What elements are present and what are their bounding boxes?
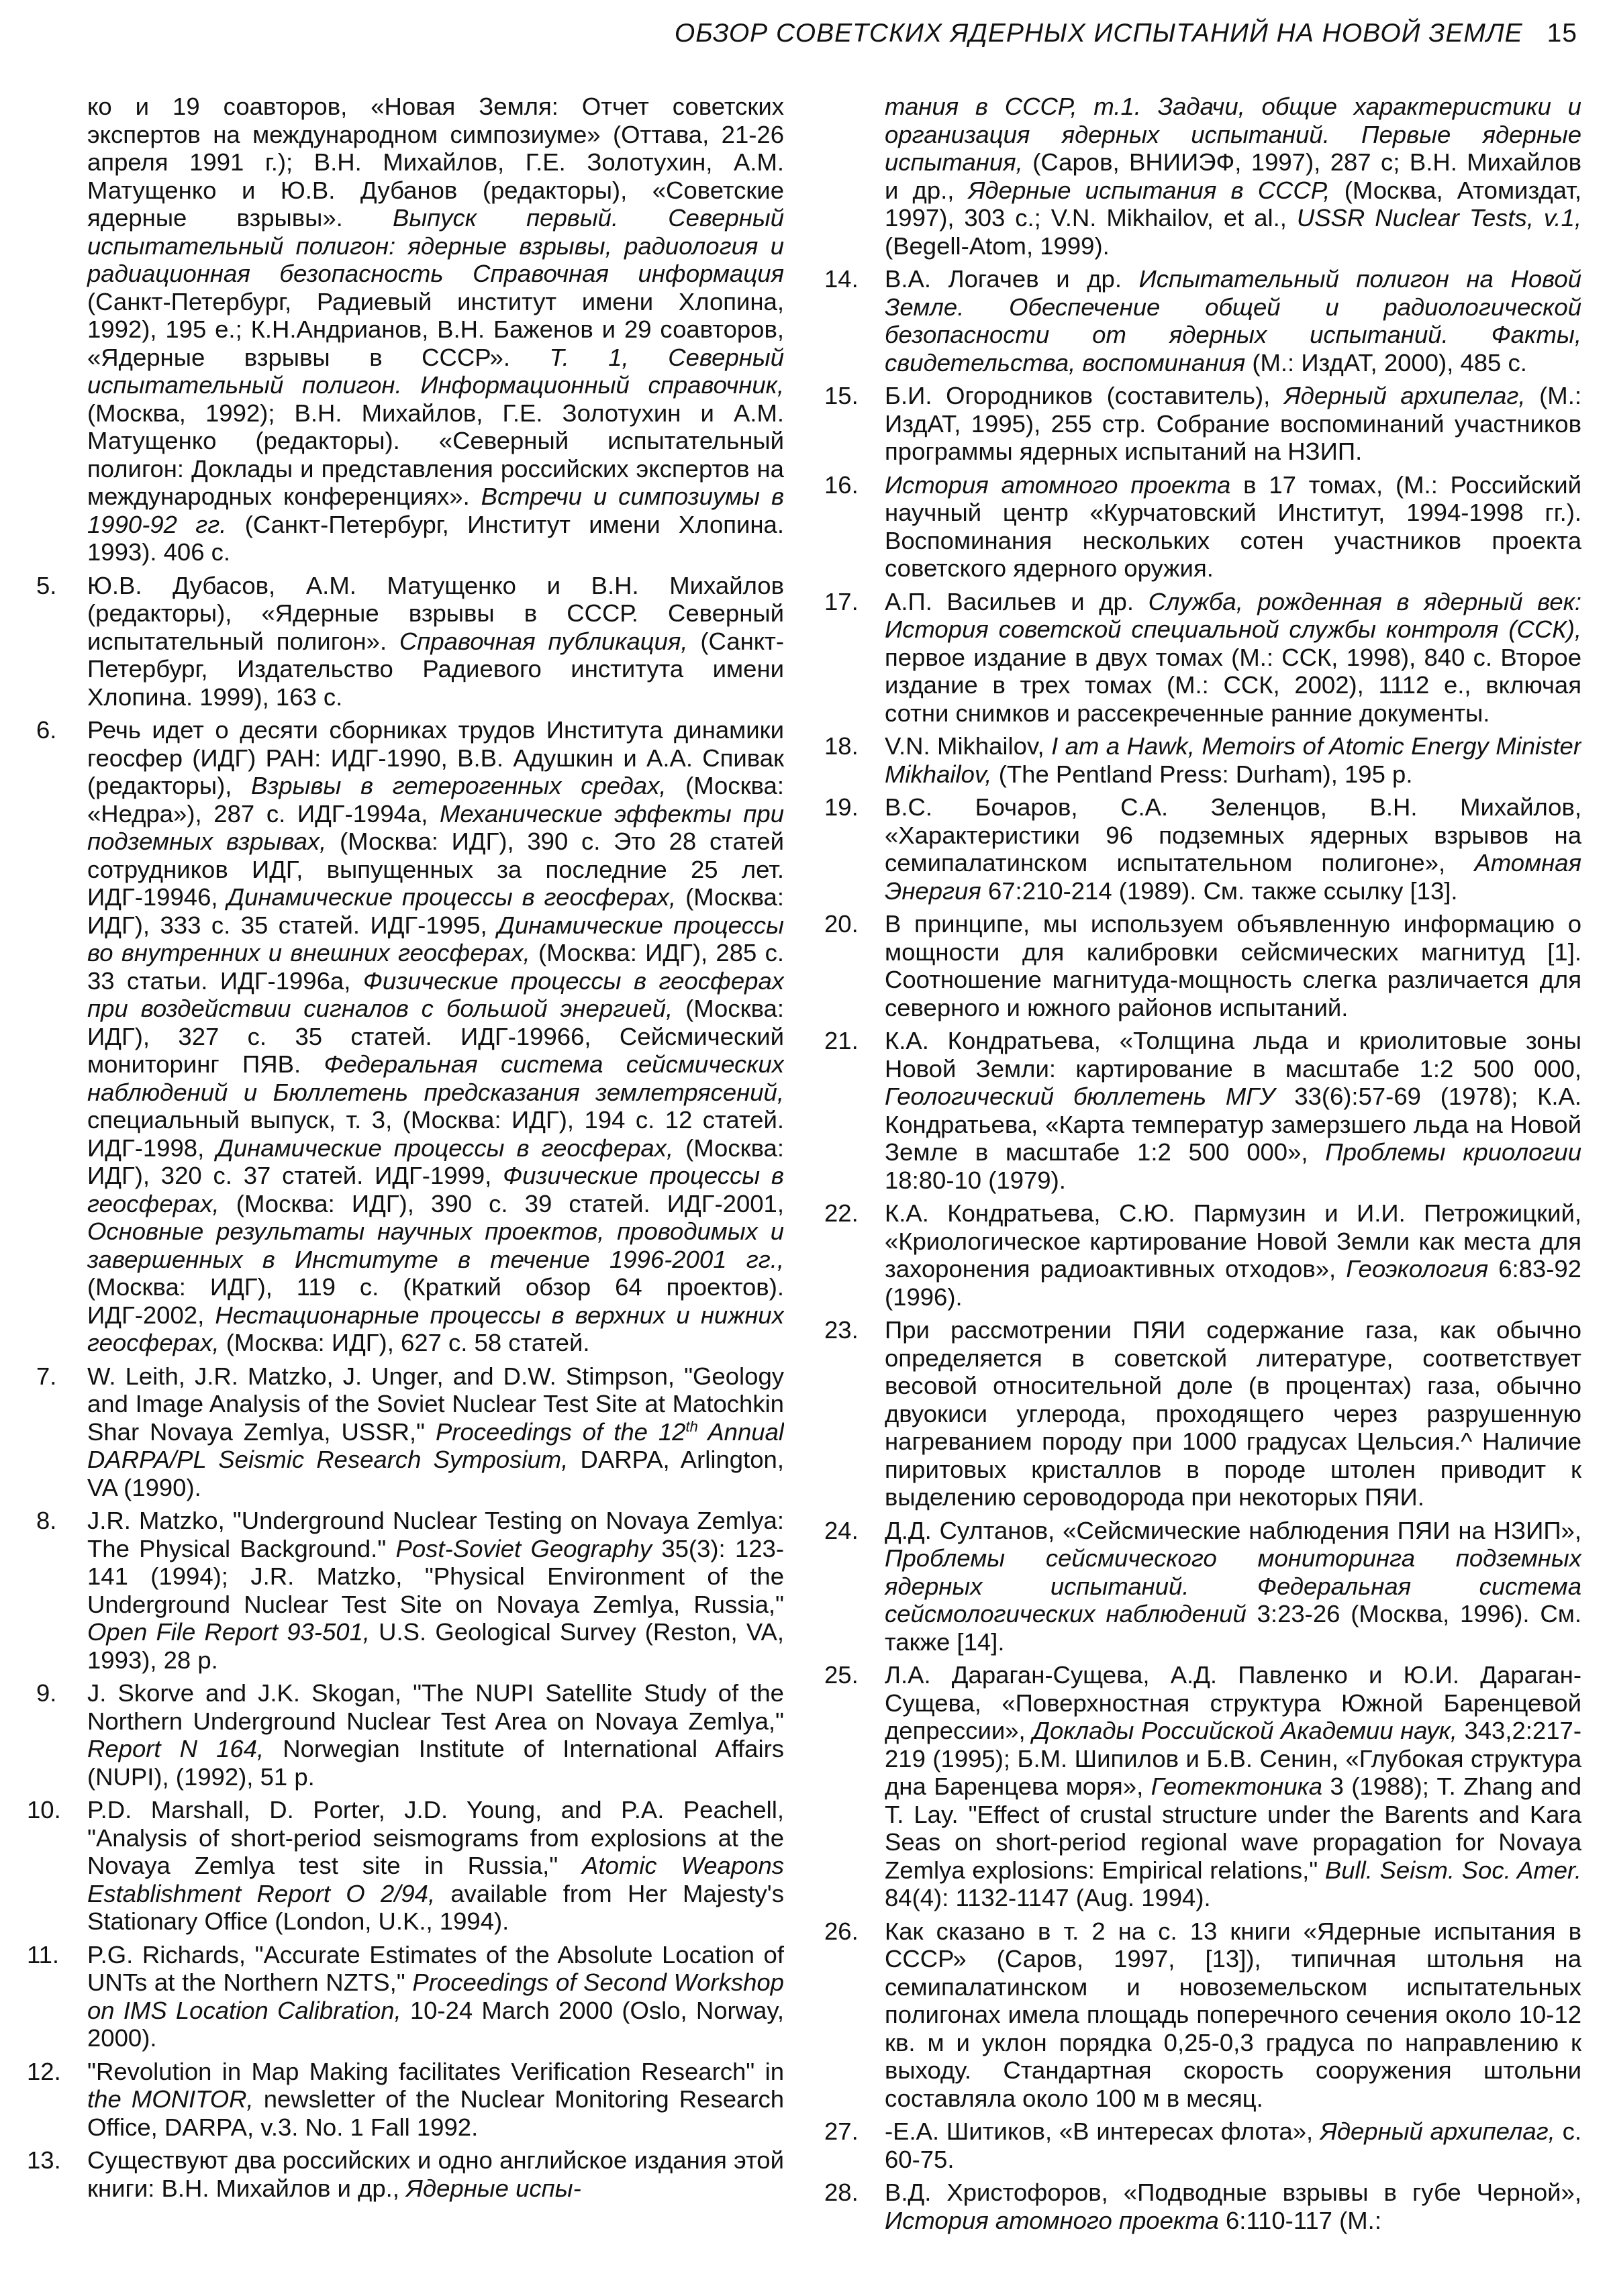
reference-text: newsletter of the Nuclear Monitoring Research Office, DARPA, v.3. No. 1 Fall 1992. <box>87 2085 784 2141</box>
reference-text: (Москва: ИДГ), 119 с. (Краткий обзор 64 проектов). ИДГ-2002, <box>87 1273 784 1329</box>
reference-title-text: Доклады Российской Академии наук, <box>1032 1717 1457 1744</box>
reference-text: (Москва: ИДГ), 327 с. 35 статей. ИДГ-19966, Сейсмический мониторинг ПЯВ. <box>87 995 784 1078</box>
reference-title-text: Open File Report 93-501, <box>87 1618 370 1646</box>
reference-text: 6:110-117 (М.: <box>1218 2206 1381 2234</box>
reference-item <box>27 2146 784 2202</box>
reference-title-text: Испытательный полигон на Новой Земле. Обеспечение общей и радиологической безопасности от ядерных испытаний. Факты, свидетельства, воспоминания <box>885 265 1581 377</box>
reference-title-text: Основные результаты научных проектов, проводимых и завершенных в Институте в течение 1996-2001 гг., <box>87 1217 784 1273</box>
reference-item <box>824 732 1581 788</box>
reference-item <box>27 1679 784 1791</box>
reference-text: В.Д. Христофоров, «Подводные взрывы в губе Черной», <box>885 2179 1581 2206</box>
reference-item <box>824 2117 1581 2173</box>
reference-continuation <box>27 93 784 566</box>
reference-item <box>824 1661 1581 1912</box>
reference-text: J.R. Matzko, "Underground Nuclear Testing on Novaya Zemlya: The Physical Background." <box>87 1507 784 1562</box>
reference-number: 27. <box>824 2117 859 2145</box>
reference-text: В.С. Бочаров, С.А. Зеленцов, В.Н. Михайлов, «Характеристики 96 подземных ядерных взрывов на семипалатинском испытательном полигоне», <box>885 793 1581 877</box>
reference-text: DARPA, Arlington, VA (1990). <box>87 1446 784 1501</box>
reference-text: 84(4): 1132-1147 (Aug. 1994). <box>885 1884 1211 1911</box>
reference-text: При рассмотрении ПЯИ содержание газа, как обычно определяется в советской литературе, соответствует весовой относительной доле (в процентах) газа, обычно двуокиси углерода, проходящего через разрушенную нагреванием породу при 1000 градусах Цельсия.^ Наличие пиритовых кристаллов в породе штолен приводит к выделению сероводорода при некоторых ПЯИ. <box>885 1316 1581 1511</box>
reference-text: первое издание в двух томах (М.: ССК, 1998), 840 с. Второе издание в трех томах (М.: ССК, 2002), 1112 е., включая сотни снимков и рассекреченные ранние документы. <box>885 643 1581 727</box>
reference-text: (Саров, ВНИИЭФ, 1997), 287 с; В.Н. Михайлов и др., <box>885 148 1581 204</box>
reference-title-text: Справочная публикация, <box>399 627 688 655</box>
reference-text: V.N. Mikhailov, <box>885 732 1052 760</box>
reference-number: 22. <box>824 1199 859 1227</box>
reference-text: 6:83-92 (1996). <box>885 1255 1581 1311</box>
reference-text: P.G. Richards, "Accurate Estimates of the Absolute Location of UNTs at the Northern NZTS," <box>87 1940 784 1996</box>
reference-text: (Санкт-Петербург, Издательство Радиевого института имени Хлопина. 1999), 163 с. <box>87 627 784 711</box>
reference-text: 343,2:217-219 (1995); Б.М. Шипилов и Б.В. Сенин, «Глубокая структура дна Баренцева моря», <box>885 1717 1581 1800</box>
reference-title-text: Proceedings of Second Workshop on IMS Location Calibration, <box>87 1968 784 2024</box>
reference-item <box>824 1316 1581 1511</box>
reference-text: (М.: ИздАТ, 2000), 485 с. <box>1245 348 1527 377</box>
reference-text: с. 60-75. <box>885 2117 1581 2173</box>
reference-text: "Revolution in Map Making facilitates Verification Research" in <box>87 2057 784 2085</box>
reference-title-text: Атомная Энергия <box>885 849 1581 905</box>
reference-number: 19. <box>824 793 859 821</box>
reference-text: Б.И. Огородников (составитель), <box>885 382 1284 409</box>
reference-item <box>27 1362 784 1502</box>
reference-text: (Begell-Atom, 1999). <box>885 232 1110 260</box>
reference-text: (Санкт-Петербург, Институт имени Хлопина. 1993). 406 с. <box>87 510 784 566</box>
reference-number: 13. <box>27 2146 61 2174</box>
reference-text: 35(3): 123-141 (1994); J.R. Matzko, "Physical Environment of the Underground Nuclear Test Site on Novaya Zemlya, Russia," <box>87 1534 784 1618</box>
reference-title-text: Встречи и симпозиумы в 1990-92 гг. <box>87 483 784 538</box>
reference-item <box>824 265 1581 377</box>
reference-item <box>824 1027 1581 1194</box>
reference-text: 3 (1988); T. Zhang and T. Lay. "Effect of crustal structure under the Barents and Kara Seas on short-period regional wave propagation for Novaya Zemlya explosions: Empirical relations," <box>885 1773 1581 1884</box>
reference-text: В.А. Логачев и др. <box>885 265 1139 293</box>
reference-item <box>824 2179 1581 2234</box>
reference-continuation <box>824 93 1581 260</box>
reference-number: 15. <box>824 382 859 409</box>
reference-number: 5. <box>36 571 57 599</box>
reference-title-text: Взрывы в гетерогенных средах, <box>250 772 667 799</box>
reference-title-text: the MONITOR, <box>87 2085 254 2113</box>
reference-item <box>27 1796 784 1936</box>
reference-text: Д.Д. Султанов, «Сейсмические наблюдения ПЯИ на НЗИП», <box>885 1516 1581 1544</box>
reference-title-text: USSR Nuclear Tests, v.1, <box>1296 204 1581 232</box>
reference-title-text: История атомного проекта <box>885 2206 1219 2234</box>
reference-text: К.А. Кондратьева, С.Ю. Пармузин и И.И. Петрожицкий, «Криологическое картирование Новой Земли как места для захоронения радиоактивных отходов», <box>885 1199 1581 1283</box>
reference-title-text: Ядерные испы- <box>406 2174 581 2202</box>
reference-title-text: Динамические процессы в геосферах, <box>216 1134 674 1162</box>
reference-number: 14. <box>824 265 859 293</box>
reference-number: 17. <box>824 587 859 615</box>
reference-text: (Санкт-Петербург, Радиевый институт имени Хлопина, 1992), 195 е.; К.Н.Андрианов, В.Н. Баженов и 29 соавторов, «Ядерные взрывы в СССР». <box>87 287 784 371</box>
reference-title-text: Ядерный архипелаг, <box>1283 382 1526 409</box>
reference-text: (Москва: ИДГ), 627 с. 58 статей. <box>219 1329 590 1356</box>
reference-item <box>824 1917 1581 2113</box>
reference-text: (Москва: ИДГ), 390 с. 39 статей. ИДГ-2001, <box>219 1189 784 1217</box>
reference-text: В принципе, мы используем объявленную информацию о мощности для калибровки сейсмических магнитуд [1]. Соотношение магнитуда-мощность слегка различается для северного и южного районов испытаний. <box>885 910 1581 1021</box>
reference-text: (Москва: ИДГ), 320 с. 37 статей. ИДГ-1999, <box>87 1134 784 1189</box>
reference-title-text: Геологический бюллетень МГУ <box>885 1083 1275 1110</box>
reference-item <box>824 1199 1581 1311</box>
reference-text: в 17 томах, (М.: Российский научный центр «Курчатовский Институт, 1994-1998 гг.). Воспоминания нескольких сотен участников проекта советского ядерного оружия. <box>885 470 1581 582</box>
reference-number: 25. <box>824 1661 859 1689</box>
reference-title-text: Динамические процессы в геосферах, <box>227 883 677 911</box>
reference-title-text: Proceedings of the 12 <box>435 1417 686 1446</box>
reference-text: ко и 19 соавторов, «Новая Земля: Отчет советских экспертов на международном симпозиуме» (Оттава, 21-26 апреля 1991 г.); В.Н. Михайлов, Г.Е. Золотухин, А.М. Матущенко и Ю.В. Дубанов (редакторы), «Советские ядерные взрывы». <box>87 93 784 232</box>
reference-text: (М.: ИздАТ, 1995), 255 стр. Собрание воспоминаний участников программы ядерных испытаний на НЗИП. <box>885 382 1581 465</box>
reference-title-text: Bull. Seism. Soc. Amer. <box>1324 1856 1581 1884</box>
reference-text: 67:210-214 (1989). См. также ссылку [13]. <box>981 877 1458 905</box>
running-title: ОБЗОР СОВЕТСКИХ ЯДЕРНЫХ ИСПЫТАНИЙ НА НОВОЙ ЗЕМЛЕ <box>674 19 1523 48</box>
reference-title-text: Проблемы сейсмического мониторинга подземных ядерных испытаний. Федеральная система сейсмологических наблюдений <box>885 1544 1581 1628</box>
reference-text: (Москва: ИДГ), 285 с. 33 статьи. ИДГ-1996а, <box>87 939 784 995</box>
reference-text: 18:80-10 (1979). <box>885 1166 1066 1194</box>
reference-text: (Москва, Атомиздат, 1997), 303 с.; V.N. Mikhailov, et al., <box>885 176 1581 232</box>
reference-title-text: Atomic Weapons Establishment Report O 2/94, <box>87 1852 784 1907</box>
reference-title-text: Ядерный архипелаг, <box>1320 2117 1555 2145</box>
reference-text: К.А. Кондратьева, «Толщина льда и криолитовые зоны Новой Земли: картирование в масштабе 1:2 500 000, <box>885 1027 1581 1083</box>
reference-title-text: тания в СССР, т.1. Задачи, общие характеристики и организация ядерных испытаний. Первые ядерные испытания, <box>885 93 1581 176</box>
reference-text: available from Her Majesty's Stationary Office (London, U.K., 1994). <box>87 1879 784 1935</box>
reference-text: P.D. Marshall, D. Porter, J.D. Young, and P.A. Peachell, "Analysis of short-period seismograms from explosions at the Novaya Zemlya test site in Russia," <box>87 1796 784 1879</box>
reference-text: А.П. Васильев и др. <box>885 587 1149 615</box>
reference-text: (Москва: ИДГ), 333 с. 35 статей. ИДГ-1995, <box>87 883 784 939</box>
reference-number: 21. <box>824 1027 859 1054</box>
reference-title-text: Report N 164, <box>87 1735 264 1762</box>
reference-text: -Е.А. Шитиков, «В интересах флота», <box>885 2117 1320 2145</box>
reference-text: (The Pentland Press: Durham), 195 p. <box>991 760 1413 788</box>
reference-number: 18. <box>824 732 859 760</box>
reference-item <box>824 382 1581 466</box>
reference-number: 23. <box>824 1316 859 1344</box>
reference-title-text: Механические эффекты при подземных взрывах, <box>87 799 784 855</box>
reference-title-text: Динамические процессы во внутренних и внешних геосферах, <box>87 911 784 966</box>
reference-text: специальный выпуск, т. 3, (Москва: ИДГ), 194 с. 12 статей. ИДГ-1998, <box>87 1106 784 1162</box>
reference-text: Существуют два российских и одно английское издания этой книги: В.Н. Михайлов и др., <box>87 2146 784 2202</box>
reference-title-text: Проблемы криологии <box>1325 1138 1581 1166</box>
reference-text: Ю.В. Дубасов, А.М. Матущенко и В.Н. Михайлов (редакторы), «Ядерные взрывы в СССР. Северный испытательный полигон». <box>87 571 784 655</box>
reference-text: Л.А. Дараган-Сущева, А.Д. Павленко и Ю.И. Дараган-Сущева, «Поверхностная структура Южной Баренцевой депрессии», <box>885 1661 1581 1744</box>
running-header <box>81 19 1577 48</box>
reference-title-text: Post-Soviet Geography <box>395 1534 652 1562</box>
reference-text: Как сказано в т. 2 на с. 13 книги «Ядерные испытания в СССР» (Саров, 1997, [13]), типичная штольня на семипалатинском и новоземельском испытательных полигонах имела площадь поперечного сечения около 10-12 кв. м и уклон порядка 0,25-0,3 градуса по направлению к выходу. Стандартная скорость сооружения штольни составляла около 100 м в месяц. <box>885 1917 1581 2112</box>
reference-item <box>27 716 784 1357</box>
reference-number: 28. <box>824 2179 859 2206</box>
reference-title-text: Т. 1, Северный испытательный полигон. Информационный справочник, <box>87 343 784 399</box>
reference-text: 33(6):57-69 (1978); К.А. Кондратьева, «Карта температур замерзшего льда на Новой Земле в масштабе 1:2 500 000», <box>885 1083 1581 1166</box>
reference-text: (Москва: ИДГ), 390 с. Это 28 статей сотрудников ИДГ, выпущенных за последние 25 лет. ИДГ-19946, <box>87 828 784 911</box>
reference-number: 20. <box>824 910 859 938</box>
reference-item <box>27 2058 784 2142</box>
reference-item <box>824 1517 1581 1656</box>
right-column <box>824 93 1581 2296</box>
reference-title-text: Геотектоника <box>1151 1773 1323 1800</box>
reference-text: U.S. Geological Survey (Reston, VA, 1993), 28 p. <box>87 1618 784 1674</box>
reference-number: 24. <box>824 1516 859 1544</box>
page-number: 15 <box>1547 19 1577 48</box>
reference-text: Norwegian Institute of International Affairs (NUPI), (1992), 51 p. <box>87 1735 784 1791</box>
reference-text: W. Leith, J.R. Matzko, J. Unger, and D.W. Stimpson, "Geology and Image Analysis of the Soviet Nuclear Test Site at Matochkin Shar Novaya Zemlya, USSR," <box>87 1362 784 1446</box>
reference-number: 26. <box>824 1917 859 1945</box>
reference-item <box>27 1941 784 2052</box>
reference-title-text: Геоэкология <box>1346 1255 1489 1283</box>
reference-number: 12. <box>27 2057 61 2085</box>
reference-number: 10. <box>27 1796 61 1824</box>
reference-title-text: Служба, рожденная в ядерный век: История советской специальной службы контроля (ССК), <box>885 587 1581 643</box>
reference-title-text: Физические процессы в геосферах, <box>87 1162 784 1217</box>
reference-number: 7. <box>36 1362 57 1390</box>
reference-title-text: Нестационарные процессы в верхних и нижних геосферах, <box>87 1301 784 1356</box>
left-column <box>27 93 784 2296</box>
reference-number: 16. <box>824 470 859 499</box>
reference-text: J. Skorve and J.K. Skogan, "The NUPI Satellite Study of the Northern Underground Nuclear Test Area on Novaya Zemlya," <box>87 1679 784 1735</box>
reference-item <box>824 588 1581 728</box>
reference-item <box>824 910 1581 1021</box>
reference-title-text: I am a Hawk, Memoirs of Atomic Energy Minister Mikhailov, <box>885 732 1581 788</box>
reference-text: 10-24 March 2000 (Oslo, Norway, 2000). <box>87 1996 784 2052</box>
reference-text: 3:23-26 (Москва, 1996). См. также [14]. <box>885 1600 1581 1656</box>
reference-text: (Москва, 1992); В.Н. Михайлов, Г.Е. Золотухин и А.М. Матущенко (редакторы). «Северный испытательный полигон: Доклады и представления российских экспертов на международных конференциях». <box>87 399 784 510</box>
reference-title-text: История атомного проекта <box>885 470 1231 499</box>
reference-item <box>27 1507 784 1674</box>
reference-title-text: Ядерные испытания в СССР, <box>968 176 1330 204</box>
reference-number: 9. <box>36 1679 57 1707</box>
reference-text: Речь идет о десяти сборниках трудов Института динамики геосфер (ИДГ) РАН: ИДГ-1990, В.В. Адушкин и А.А. Спивак (редакторы), <box>87 716 784 799</box>
reference-number: 6. <box>36 716 57 744</box>
reference-text: (Москва: «Недра»), 287 с. ИДГ-1994а, <box>87 772 784 828</box>
reference-title-text: Федеральная система сейсмических наблюдений и Бюллетень предсказания землетрясений, <box>87 1050 784 1106</box>
reference-title-text: Annual DARPA/PL Seismic Research Symposium, <box>87 1417 784 1473</box>
reference-number: 8. <box>36 1507 57 1534</box>
reference-item <box>824 793 1581 905</box>
reference-item <box>824 471 1581 583</box>
reference-title-text: Выпуск первый. Северный испытательный полигон: ядерные взрывы, радиология и радиационная безопасность Справочная информация <box>87 204 784 287</box>
reference-item <box>27 572 784 711</box>
reference-title-text: th <box>685 1417 698 1435</box>
reference-title-text: Физические процессы в геосферах при воздействии сигналов с большой энергией, <box>87 966 784 1022</box>
reference-number: 11. <box>27 1940 60 1968</box>
